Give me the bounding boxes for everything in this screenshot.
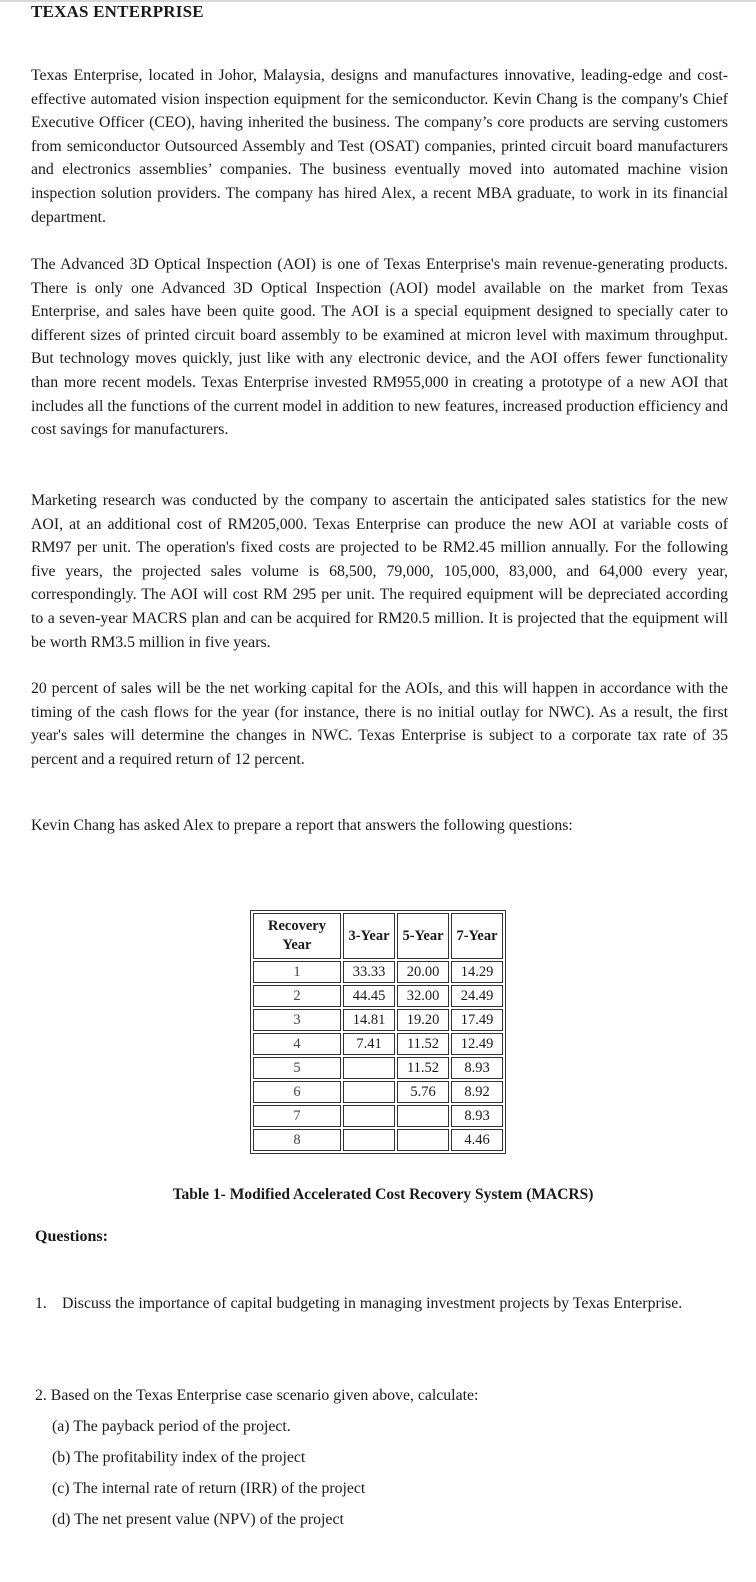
header-7-year: 7-Year [451,913,503,959]
table-cell [397,1105,449,1127]
paragraph-marketing-costs: Marketing research was conducted by the company to ascertain the anticipated sales statistics for the new AOI, at an additional cost of RM205,000. Texas Enterprise can produce the new AOI at variable costs of RM97 per unit. The operation's fixed costs are projected to be RM2.45 million annually. For the following five years, the projected sales volume is 68,500, 79,000, 105,000, 83,000, and 64,000 every year, correspondingly. The AOI will cost RM 295 per unit. The required equipment will be depreciated according to a seven-year MACRS plan and can be acquired for RM20.5 million. It is projected that the equipment will be worth RM3.5 million in five years. [31,492,728,651]
table-cell: 3 [253,1009,341,1031]
report-intro: Kevin Chang has asked Alex to prepare a report that answers the following questions: [31,817,573,834]
table-cell: 14.29 [451,961,503,983]
table-row [253,1009,503,1031]
table-cell [343,1081,395,1103]
question-1-number: 1. [35,1295,47,1312]
table-cell: 4.46 [451,1129,503,1151]
table-cell: 20.00 [397,961,449,983]
table-row [253,1057,503,1079]
header-recovery-year: Recovery Year [253,913,341,959]
macrs-table [250,910,506,1154]
table-cell: 8.92 [451,1081,503,1103]
table-row [253,1105,503,1127]
table-cell: 33.33 [343,961,395,983]
table-cell: 5.76 [397,1081,449,1103]
question-2-item-b: (b) The profitability index of the project [52,1449,306,1466]
table-cell: 7 [253,1105,341,1127]
table-cell: 8.93 [451,1057,503,1079]
table-cell: 2 [253,985,341,1007]
question-2-text: 2. Based on the Texas Enterprise case scenario given above, calculate: [35,1387,479,1404]
table-row [253,961,503,983]
table-cell: 5 [253,1057,341,1079]
table-cell: 8.93 [451,1105,503,1127]
question-2 [35,1380,478,1535]
table-cell: 11.52 [397,1057,449,1079]
table-cell [397,1129,449,1151]
table-cell [343,1057,395,1079]
table-cell: 24.49 [451,985,503,1007]
table-caption: Table 1- Modified Accelerated Cost Recovery System (MACRS) [172,1186,594,1203]
table-cell: 44.45 [343,985,395,1007]
question-2-item-c: (c) The internal rate of return (IRR) of the project [52,1480,366,1497]
table-cell: 7.41 [343,1033,395,1055]
paragraph-company-background: Texas Enterprise, located in Johor, Malaysia, designs and manufactures innovative, leading-edge and cost-effective automated vision inspection equipment for the semiconductor. Kevin Chang is the company's Chief Executive Officer (CEO), having inherited the business. The company’s core products are serving customers from semiconductor Outsourced Assembly and Test (OSAT) companies, printed circuit board manufacturers and electronics assemblies’ companies. The business eventually moved into automated machine vision inspection solution providers. The company has hired Alex, a recent MBA graduate, to work in its financial department. [31,67,728,226]
table-cell: 6 [253,1081,341,1103]
document-title: TEXAS ENTERPRISE [31,2,204,21]
table-cell: 12.49 [451,1033,503,1055]
question-1-text: Discuss the importance of capital budgeting in managing investment projects by Texas Enterprise. [62,1295,683,1312]
table-cell: 32.00 [397,985,449,1007]
table-row [253,1033,503,1055]
table-row [253,985,503,1007]
table-cell [343,1105,395,1127]
question-2-item-d: (d) The net present value (NPV) of the project [52,1511,344,1528]
header-5-year: 5-Year [397,913,449,959]
question-1 [35,1288,732,1319]
table-header-row [253,913,503,959]
table-cell: 8 [253,1129,341,1151]
table-cell: 17.49 [451,1009,503,1031]
table-row [253,1129,503,1151]
paragraph-working-capital: 20 percent of sales will be the net working capital for the AOIs, and this will happen in accordance with the timing of the cash flows for the year (for instance, there is no initial outlay for NWC). As a result, the first year's sales will determine the changes in NWC. Texas Enterprise is subject to a corporate tax rate of 35 percent and a required return of 12 percent. [31,680,728,768]
table-cell: 1 [253,961,341,983]
question-2-item-a: (a) The payback period of the project. [52,1418,291,1435]
paragraph-aoi-product: The Advanced 3D Optical Inspection (AOI) is one of Texas Enterprise's main revenue-generating products. There is only one Advanced 3D Optical Inspection (AOI) model available on the market from Texas Enterprise, and sales have been quite good. The AOI is a special equipment designed to specially cater to different sizes of printed circuit board assembly to be examined at micron level with maximum throughput. But technology moves quickly, just like with any electronic device, and the AOI offers fewer functionality than more recent models. Texas Enterprise invested RM955,000 in creating a prototype of a new AOI that includes all the functions of the current model in addition to new features, increased production efficiency and cost savings for manufacturers. [31,256,728,439]
header-3-year: 3-Year [343,913,395,959]
table-row [253,1081,503,1103]
table-cell [343,1129,395,1151]
table-cell: 19.20 [397,1009,449,1031]
questions-heading: Questions: [35,1228,108,1245]
table-cell: 11.52 [397,1033,449,1055]
table-cell: 4 [253,1033,341,1055]
table-cell: 14.81 [343,1009,395,1031]
